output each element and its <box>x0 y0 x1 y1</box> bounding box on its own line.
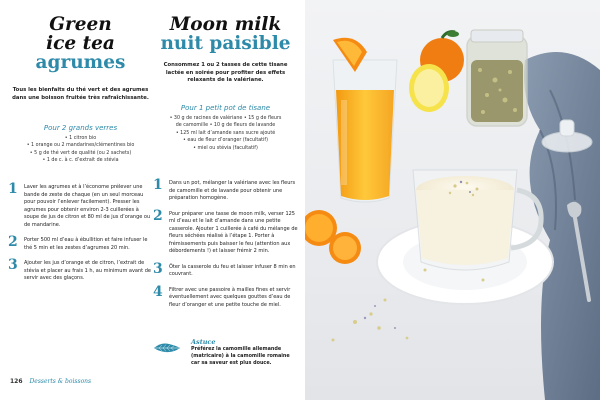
step <box>8 181 153 229</box>
moon-milk-title-line2: nuit paisible <box>160 32 291 54</box>
photo-illustration <box>305 0 600 400</box>
step-number: 3 <box>153 260 163 277</box>
tip-title: Astuce <box>191 338 216 346</box>
green-tea-ingredients-block <box>8 118 153 165</box>
ingredient-item: • 1 de c. à c. d’extrait de stévia <box>42 158 119 164</box>
step-number: 2 <box>8 234 18 250</box>
step-number: 1 <box>153 177 163 193</box>
step-text: Filtrer avec une passoire à mailles fines et servir éventuellement avec quelques gouttes d’eau de fleur d’oranger et une petite touche de miel. <box>169 286 291 308</box>
step-number: 3 <box>8 257 18 273</box>
step-text: Ôter la casserole du feu et laisser infuser 8 min en couvrant. <box>169 263 296 277</box>
ingredient-item: • 30 g de racines de valériane • 15 g de fleurs <box>169 116 282 121</box>
green-tea-yield: Pour 2 grands verres <box>43 124 118 132</box>
ingredient-item: • 1 citron bio <box>64 136 97 141</box>
moon-milk-recipe <box>153 0 298 400</box>
moon-milk-steps <box>153 177 298 317</box>
step <box>153 283 298 310</box>
green-tea-title <box>8 16 153 73</box>
green-tea-steps <box>8 181 153 291</box>
ingredient-item: • 5 g de thé vert de qualité (ou 2 sachets) <box>29 150 132 156</box>
drinks-photo <box>305 0 600 400</box>
leaf-icon <box>153 342 181 354</box>
step-text: Ajouter les jus d’orange et de citron, l’extrait de stévia et placer au frais 1 h, au minimum avant de servir avec des glaçons. <box>24 260 151 281</box>
moon-milk-intro: Consommez 1 ou 2 tasses de cette tisane lactée en soirée pour profiter des effets relaxants de la valériane. <box>163 62 288 84</box>
ingredient-item: • miel ou stévia (facultatif) <box>193 145 258 151</box>
step-text: Dans un pot, mélanger la valériane avec les fleurs de camomille et de lavande pour obtenir une préparation homogène. <box>169 180 296 201</box>
tip-text: Préférez la camomille allemande (matricaire) à la camomille romaine car sa saveur est plus douce. <box>191 346 290 367</box>
moon-milk-title-line1: Moon milk <box>169 14 282 35</box>
ingredient-item: de camomille • 10 g de fleurs de lavande <box>175 123 276 129</box>
step-number: 2 <box>153 207 163 224</box>
green-tea-title-line3: agrumes <box>35 51 126 73</box>
ingredient-item: • eau de fleur d’oranger (facultatif) <box>183 138 268 144</box>
moon-milk-ingredients <box>153 115 298 152</box>
step <box>8 234 153 252</box>
moon-milk-title <box>153 16 298 54</box>
step-text: Laver les agrumes et à l’économe prélever une bande de zeste de chaque (en un seul morceau pour pouvoir l’enlever facilement). Presser les agrumes pour obtenir environ 2-3 cuillerées à soupe de jus de citron et 80 ml de jus d’orange ou de mandarine. <box>24 184 151 228</box>
step-number: 4 <box>153 283 163 300</box>
step <box>153 207 298 256</box>
step <box>8 257 153 283</box>
moon-milk-yield: Pour 1 petit pot de tisane <box>180 104 271 112</box>
page-number: 126 <box>10 378 23 385</box>
section-name: Desserts & boissons <box>29 378 92 385</box>
step-number: 1 <box>8 181 18 197</box>
green-tea-ingredients <box>8 135 153 165</box>
tip-box <box>153 338 298 367</box>
ingredient-item: • 1 orange ou 2 mandarines/clémentines bio <box>26 143 135 149</box>
step <box>153 177 298 203</box>
green-tea-title-line2: ice tea <box>46 32 115 54</box>
green-tea-intro: Tous les bienfaits du thé vert et des agrumes dans une boisson fruitée très rafraîchissante. <box>12 87 149 101</box>
step <box>153 260 298 279</box>
green-tea-title-line1: Green <box>49 14 112 35</box>
step-text: Porter 500 ml d’eau à ébullition et faire infuser le thé 5 min et les zestes d’agrumes 20 min. <box>24 237 148 251</box>
page-footer <box>10 378 91 385</box>
step-text: Pour préparer une tasse de moon milk, verser 125 ml d’eau et le lait d’amande dans une petite casserole. Ajouter 1 cuillerée à café du mélange de fleurs séchées réalisé à l’étape 1. Porter à frémissements puis baisser le feu (attention aux débordements !) et laisser frémir 2 min. <box>169 210 298 254</box>
cloth <box>524 52 600 400</box>
ingredient-item: • 125 ml lait d’amande sans sucre ajouté <box>175 130 276 136</box>
moon-milk-ingredients-block <box>153 98 298 152</box>
green-ice-tea-recipe <box>8 0 153 400</box>
